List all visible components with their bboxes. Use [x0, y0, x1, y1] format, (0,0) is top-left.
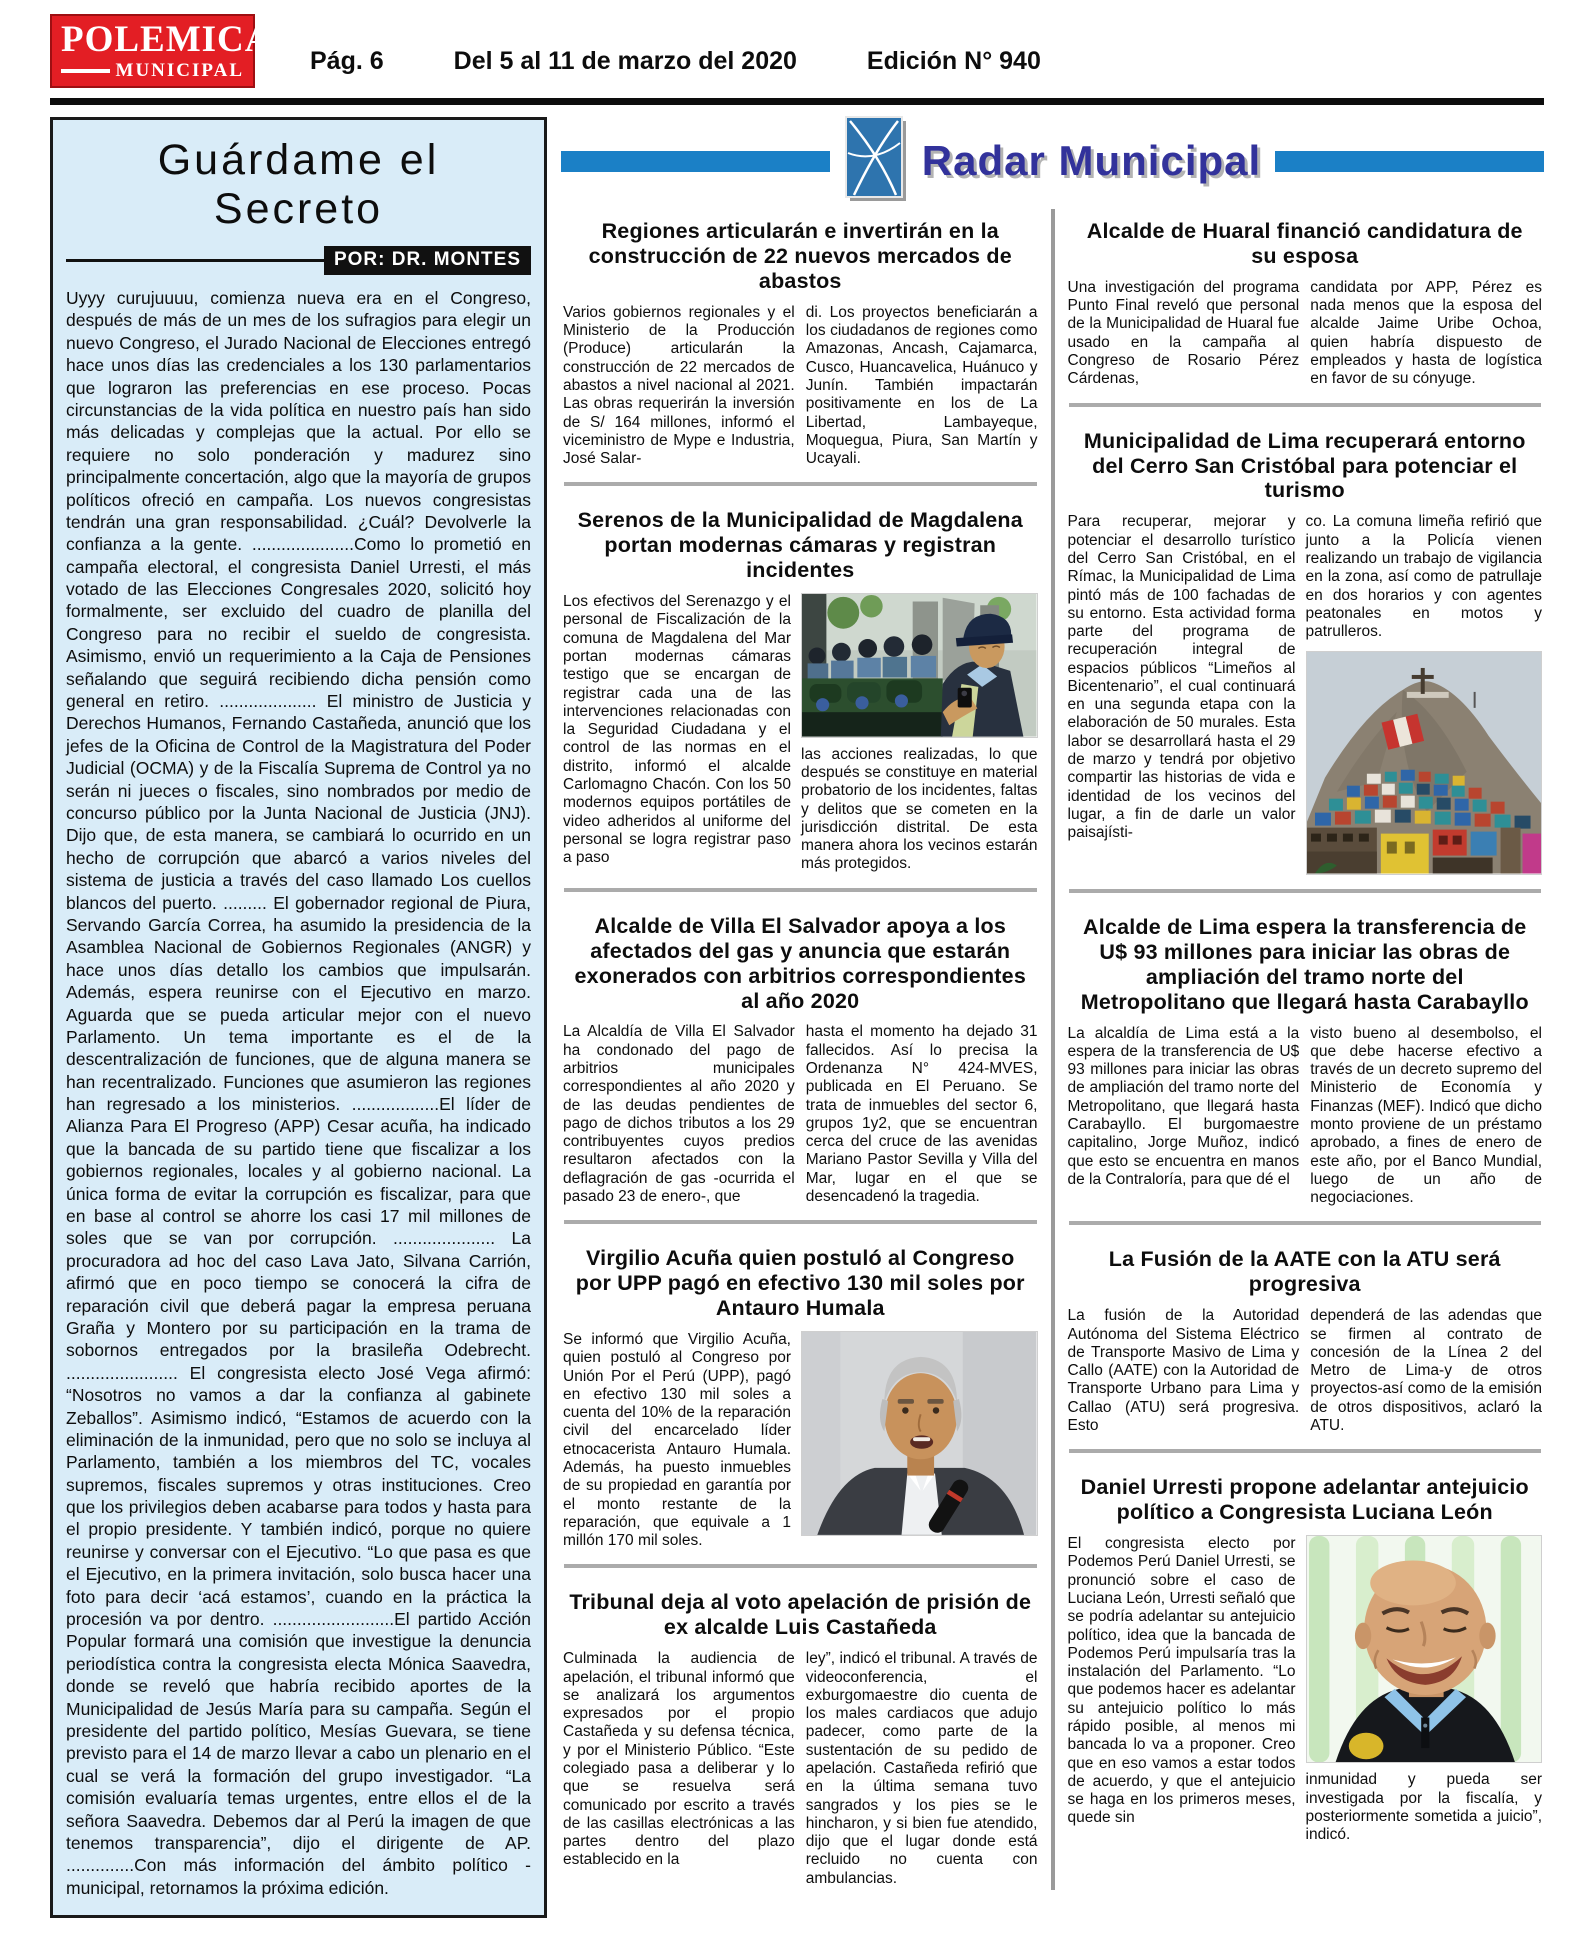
daniel-urresti-photo [1306, 1535, 1543, 1763]
virgilio-acuna-photo [801, 1331, 1038, 1536]
article-divider [1069, 1221, 1542, 1225]
article-divider [1069, 889, 1542, 893]
article-body-col1: Varios gobiernos regionales y el Ministerio de la Producción (Produce) articularán la construcción de 22 mercados de abastos a nivel nacional al 2021. Las obras requerirán la inversión de S/ 164 millones, informó el viceministro de Mype e Industria, José Salar- [563, 303, 795, 468]
article-body-col2: co. La comuna limeña refirió que junto a la Policía vienen realizando un trabajo de vigilancia en la zona, así como de patrullaje en dos horarios y con agentes peatonales en motos y patrulleros. [1305, 513, 1542, 641]
article-divider [1069, 403, 1542, 407]
article-body-col2: hasta el momento ha dejado 31 fallecidos. Así lo precisa la Ordenanza N° 424-MVES, publicada en El Peruano. Se trata de inmuebles del sector 6, grupos 1y2, que se encuentran cerca del cruce de las avenidas Mariano Pastor Sevilla y Villa del Mar, lugar en el que se desencadenó la tragedia. [805, 1023, 1038, 1205]
article-urresti-antejuicio [1066, 1465, 1545, 1846]
article-metropolitano [1066, 905, 1545, 1210]
article-serenos-magdalena [561, 498, 1040, 875]
article-body-col1: El congresista electo por Podemos Perú Daniel Urresti, se pronunció sobre el caso de Luciana León, Urresti señaló que se podría adelantar su antejuicio político, idea que la bancada de Podemos Perú impulsaría tras la instalación del Parlamento. “Lo que podemos hacer es adelantar su antejuicio político lo más rápido posible, al menos mi bancada lo va a proponer. Creo que en eso vamos a estar todos de acuerdo, y que el antejuicio se haga en los primeros meses, quede sin [1067, 1535, 1296, 1827]
article-body-col1: Se informó que Virgilio Acuña, quien postuló al Congreso por Unión Por el Perú (UPP), pagó en efectivo 130 mil soles a cuenta del 10% de la reparación civil del encarcelado líder etnocacerista Antauro Humala. Además, ha puesto inmuebles de su propiedad en garantía por el monto restante de la reparación, que equivale a 1 millón 170 mil soles. [563, 1331, 791, 1550]
byline-row [66, 246, 531, 275]
article-headline: Daniel Urresti propone adelantar antejuicio político a Congresista Luciana León [1080, 1475, 1529, 1525]
date-range: Del 5 al 11 de marzo del 2020 [453, 47, 797, 75]
article-headline: Alcalde de Lima espera la transferencia de U$ 93 millones para iniciar las obras de ampliación del tramo norte del Metropolitano que llegará hasta Carabayllo [1080, 914, 1529, 1014]
radar-banner [561, 117, 1544, 205]
article-divider [564, 888, 1037, 892]
article-headline: Alcalde de Huaral financió candidatura de su esposa [1086, 219, 1523, 268]
article-body-col2: visto bueno al desembolso, el que debe hacerse efectivo a través de un decreto supremo del Ministerio de Economía y Finanzas (MEF). Indicó que dicho monto proviene de un préstamo aprobado, a fines de enero de este año, por el Banco Mundial, luego de un año de negociaciones. [1310, 1024, 1542, 1207]
byline: POR: DR. MONTES [324, 246, 531, 275]
article-body-col1: La alcaldía de Lima está a la espera de la transferencia de U$ 93 millones para iniciar las obras de ampliación del tramo norte del Metropolitano, que llegará hasta Carabayllo. El burgomaestre capitalino, Jorge Muñoz, indicó que esto se encuentra en manos de la Contraloría, para que dé el [1067, 1024, 1300, 1188]
articles-column-left [561, 209, 1040, 1890]
page-number: Pág. 6 [310, 47, 384, 75]
radar-municipal-section [561, 117, 1544, 1890]
column-title: Guárdame el Secreto [157, 136, 440, 233]
logo-dash [61, 69, 110, 73]
radar-title: Radar Municipal [921, 137, 1262, 184]
article-headline: Virgilio Acuña quien postuló al Congreso por UPP pagó en efectivo 130 mil soles por Antauro Humala [575, 1246, 1025, 1321]
article-virgilio-acuna [561, 1236, 1040, 1552]
article-body-col1: Culminada la audiencia de apelación, el tribunal informó que se analizará los argumentos expresados por el propio Castañeda y su defensa técnica, y por el Ministerio Público. “Este colegiado pasa a deliberar y lo que se resuelva será comunicado por escrito a través de las casillas electrónicas a las partes dentro del plazo establecido en la [563, 1650, 795, 1869]
article-body-col1: Para recuperar, mejorar y potenciar el desarrollo turístico del Cerro San Cristóbal, en el Rímac, la Municipalidad de Lima pintó más de 100 fachadas de su entorno. Esta actividad forma parte del programa de recuperación integral de espacios públicos “Limeños al Bicentenario”, el cual continuará en una segunda etapa con la elaboración de 50 murales. Esta labor se desarrollará hasta el 29 de marzo y tendrá por objetivo compartir las historias de vida e identidad de los vecinos del lugar, a fin de darle un valor paisajísti- [1067, 513, 1296, 842]
article-regiones-mercados [561, 209, 1040, 470]
article-headline: Regiones articularán e invertirán en la construcción de 22 nuevos mercados de abastos [588, 219, 1012, 293]
article-body-col2: ley”, indicó el tribunal. A través de videoconferencia, el exburgomaestre dio cuenta de los males cardiacos que adujo padecer, como parte de la sustentación de su pedido de apelación. Castañeda refirió que en la última semana tuvo sangrados y los pies se le hincharon, y si bien fue atendido, dijo que el lugar donde está recluido no cuenta con ambulancias. [805, 1650, 1038, 1887]
logo-title: POLEMICA [61, 19, 273, 60]
article-body-col1: La Alcaldía de Villa El Salvador ha condonado del pago de arbitrios municipales correspondientes al año 2020 y de las deudas pendientes de pago de dichos tributos a los 29 contribuyentes cuyos predios resultaron afectados con la deflagración de gas -ocurrida el pasado 23 de enero-, que [563, 1023, 795, 1205]
radar-bar-left [561, 151, 830, 172]
article-body-col2: las acciones realizadas, lo que después se constituye en material probatorio de los incidentes, faltas y delitos que se cometen en la jurisdicción distrital. De esta manera ahora los vecinos estarán más protegidos. [801, 745, 1038, 873]
radar-bar-right [1275, 151, 1544, 172]
article-divider [564, 1564, 1037, 1568]
masthead [50, 14, 1544, 105]
article-alcalde-huaral [1066, 209, 1545, 391]
article-headline: Municipalidad de Lima recuperará entorno del Cerro San Cristóbal para potenciar el turismo [1083, 428, 1526, 503]
article-divider [564, 482, 1037, 486]
edition-number: Edición N° 940 [866, 47, 1041, 75]
article-villa-el-salvador [561, 904, 1040, 1209]
article-divider [564, 1220, 1037, 1224]
serenos-photo [801, 593, 1038, 738]
article-headline: Serenos de la Municipalidad de Magdalena portan modernas cámaras y registran incidentes [577, 508, 1023, 583]
cerro-san-cristobal-photo [1306, 651, 1543, 875]
article-tribunal-castaneda [561, 1580, 1040, 1890]
logo-subtitle: MUNICIPAL [115, 60, 244, 81]
polemica-logo [50, 14, 273, 88]
article-headline: Alcalde de Villa El Salvador apoya a los afectados del gas y anuncia que estarán exonerados con arbitrios correspondientes al año 2020 [574, 913, 1026, 1013]
column-divider [1051, 209, 1055, 1890]
articles-column-right [1066, 209, 1545, 1890]
article-body-col2: di. Los proyectos beneficiarán a los ciudadanos de regiones como Amazonas, Ancash, Cajamarca, Cusco, Huancavelica, Huánuco y Junín. También impactarán positivamente en los de La Libertad, Lambayeque, Moquegua, Piura, San Martín y Ucayali. [805, 303, 1038, 468]
byline-rule [66, 259, 324, 262]
article-aate-atu [1066, 1237, 1545, 1437]
radar-logo-icon [844, 115, 908, 208]
article-body-col1: La fusión de la Autoridad Autónoma del Sistema Eléctrico de Transporte Masivo de Lima y Callo (AATE) con la Autoridad de Transporte Urbano para Lima y Callao (ATU) será progresiva. Esto [1067, 1307, 1300, 1434]
article-body-col2: dependerá de las adendas que se firmen al contrato de concesión de la Línea 2 del Metro de Lima-y de otros proyectos-así como de la emisión de otros dispositivos, aclaró la ATU. [1310, 1307, 1542, 1434]
column-body: Uyyy curujuuuu, comienza nueva era en el Congreso, después de más de un mes de los sufragios para elegir un nuevo Congreso, el Jurado Nacional de Elecciones entregó hace unos días las credenciales a los 130 parlamentarios que lograron las preferencias en ese proceso. Pocas circunstancias de la vida política en nuestro país han sido más delicadas y complejas que la actual. Por ello se requiere no solo ponderación y madurez sino principalmente concertación, algo que la mayoría de grupos políticos ofreció en campaña. Los nuevos congresistas tendrán una gran responsabilidad. ¿Cuál? Devolverle la confianza a la gente. .....................Como lo prometió en campaña electoral, el congresista Daniel Urresti, el más votado de las Elecciones Congresales 2020, solicitó hoy formalmente, ser excluido del cuadro de planilla del Congreso para no recibir el sueldo de congresista. Asimismo, envió un requerimiento a la Caja de Pensiones señalando que seguirá recibiendo dicha pensión como general en retiro. .................... El ministro de Justicia y Derechos Humanos, Fernando Castañeda, anunció que los jefes de la Oficina de Control de la Magistratura del Poder Judicial (OCMA) y de la Fiscalía Suprema de Control ya no serán ni jueces o fiscales, sino nombrados por medio de concurso público por la Junta Nacional de Justicia (JNJ). Dijo que, de esta manera, se cambiará lo ocurrido en un hecho de corrupción que abarcó a varios niveles del sistema de justicia a través del caso llamado Los cuellos blancos del puerto. ......... El gobernador regional de Piura, Servando García Correa, ha asumido la presidencia de la Asamblea Nacional de Gobiernos Regionales (ANGR) y hace unos días detallo los cambios que impulsarán. Además, espera reunirse con el Ejecutivo en marzo. Aguarda que se pueda articular mejor con el nuevo Parlamento. Un tema importante es el de la descentralización de funciones, que de alguna manera se han recentralizado. Funciones que asumieron las regiones han regresado a los ministerios. ..................El líder de Alianza Para El Progreso (APP) Cesar acuña, ha indicado que la bancada de su partido tiene que fiscalizar a los gobiernos regionales, locales y al gobierno nacional. La única forma de evitar la corrupción es fiscalizar, para que en base al control se ahorre los casi 17 mil millones de soles que se van por corrupción. ..................... La procuradora ad hoc del caso Lava Jato, Silvana Carrión, afirmó que en poco tiempo se conocerá la cifra de reparación civil que deberá pagar la empresa peruana Graña y Montero por su participación en la trama de sobornos entregados por la brasileña Odebrecht. ....................... El congresista electo José Vega afirmó: “Nosotros no vamos a dar la confianza al gabinete Zeballos”. Asimismo indicó, “Estamos de acuerdo con la eliminación de la inmunidad, pero que no solo se incluya al Parlamento, también a los miembros del TC, vocales supremos, fiscales supremos y otras instituciones. Creo que los privilegios deben acabarse para todos y hasta para el propio presidente. Y también indicó, porque no quiere reunirse y conversar con el Ejecutivo. “Lo que pasa es que el Ejecutivo, en la primera invitación, solo busca hacer una foto para decir ‘acá estamos’, cuando en la práctica la procesión va por dentro. .........................El partido Acción Popular formará una comisión que investigue la denuncia periodística contra la congresista electa Mónica Saavedra, donde se reveló que habría recibido aportes de la Municipalidad de Jesús María para su campaña. Según el presidente del partido político, Mesías Guevara, se tiene previsto para el 14 de marzo llevar a cabo un plenario en el cual se verá la formación del grupo investigador. “La comisión evaluaría temas urgentes, entre ellos el de la señora Saavedra. Debemos dar al Perú la imagen de que tenemos transparencia”, dijo el dirigente de AP. ..............Con más información del ámbito político - municipal, retornamos la próxima edición. [66, 288, 531, 1898]
guardame-el-secreto-column [50, 117, 547, 1918]
article-headline: La Fusión de la AATE con la ATU será progresiva [1108, 1247, 1501, 1297]
article-cerro-san-cristobal [1066, 419, 1545, 877]
article-body-col2: candidata por APP, Pérez es nada menos que la esposa del alcalde Jaime Uribe Ochoa, quien habría dispuesto de empleados y hasta de logística en favor de su cónyuge. [1310, 278, 1542, 388]
article-body-col2: inmunidad y pueda ser investigada por la fiscalía, y posteriormente sometida a juicio”, indicó. [1305, 1771, 1542, 1844]
article-body-col1: Una investigación del programa Punto Final reveló que personal de la Municipalidad de Huaral fue usado en la campaña al Congreso de Rosario Pérez Cárdenas, [1067, 278, 1300, 388]
masthead-meta [310, 47, 1041, 88]
article-divider [1069, 1449, 1542, 1453]
article-headline: Tribunal deja al voto apelación de prisión de ex alcalde Luis Castañeda [569, 1590, 1032, 1640]
article-body-col1: Los efectivos del Serenazgo y el personal de Fiscalización de la comuna de Magdalena del Mar portan modernas cámaras testigo que se encargan de registrar cada una de las intervenciones relacionadas con la Seguridad Ciudadana y el control de las normas en el distrito, informó el alcalde Carlomagno Chacón. Con los 50 modernos equipos portátiles de video adheridos al uniforme del personal se logra registrar paso a paso [563, 593, 791, 867]
